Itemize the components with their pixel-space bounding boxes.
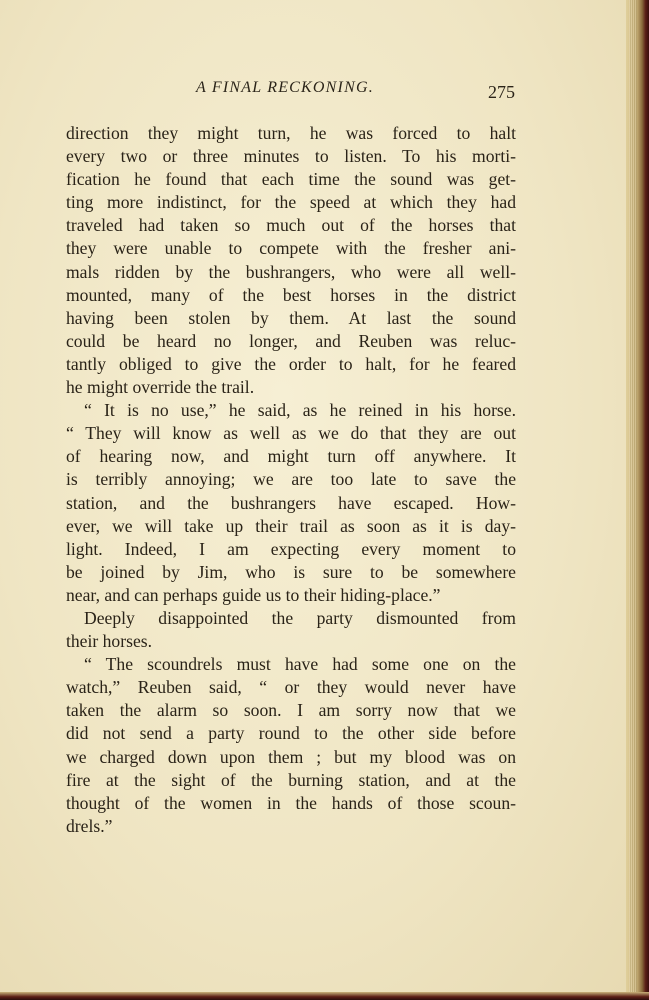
text-line: fire at the sight of the burning station, and at the (66, 769, 516, 790)
book-bottom-edge (0, 992, 649, 1000)
text-line: of hearing now, and might turn off anywhere. It (66, 446, 516, 467)
text-line: “ The scoundrels must have had some one on the (84, 654, 516, 675)
text-line: direction they might turn, he was forced to halt (66, 123, 516, 143)
text-line: we charged down upon them ; but my blood was on (66, 746, 516, 767)
text-line: watch,” Reuben said, “ or they would never have (66, 677, 516, 698)
text-line: tantly obliged to give the order to halt, for he feared (66, 353, 516, 374)
text-line: “ They will know as well as we do that they are out (66, 423, 516, 444)
text-line: is terribly annoying; we are too late to save the (66, 469, 516, 490)
text-line: mals ridden by the bushrangers, who were all well- (66, 261, 516, 282)
text-line: they were unable to compete with the fresher ani- (66, 238, 516, 259)
text-line: fication he found that each time the sound was get- (66, 169, 516, 190)
text-line: having been stolen by them. At last the sound (66, 307, 516, 328)
page-number: 275 (488, 82, 515, 102)
running-title: A FINAL RECKONING. (196, 79, 374, 96)
page-edge (626, 0, 649, 1000)
text-line: ever, we will take up their trail as soon as it is day- (66, 515, 516, 536)
text-line: near, and can perhaps guide us to their hiding-place.” (66, 584, 441, 605)
text-line: he might override the trail. (66, 377, 255, 398)
text-line: station, and the bushrangers have escaped. How- (66, 492, 516, 513)
body-text (66, 122, 516, 838)
text-line: traveled had taken so much out of the horses that (66, 215, 516, 236)
text-line: could be heard no longer, and Reuben was reluc- (66, 330, 516, 351)
text-line: their horses. (66, 631, 152, 652)
text-line: did not send a party round to the other side before (66, 723, 516, 744)
text-line: Deeply disappointed the party dismounted from (84, 607, 516, 628)
text-line: light. Indeed, I am expecting every moment to (66, 538, 516, 559)
text-line: thought of the women in the hands of those scoun- (66, 792, 516, 813)
text-line: every two or three minutes to listen. To his morti- (66, 146, 516, 167)
text-line: ting more indistinct, for the speed at which they had (66, 192, 516, 213)
text-line: drels.” (66, 815, 113, 836)
text-line: mounted, many of the best horses in the district (66, 284, 516, 305)
text-line: taken the alarm so soon. I am sorry now that we (66, 700, 516, 721)
text-line: be joined by Jim, who is sure to be somewhere (66, 561, 516, 582)
text-line: “ It is no use,” he said, as he reined in his horse. (84, 400, 516, 421)
